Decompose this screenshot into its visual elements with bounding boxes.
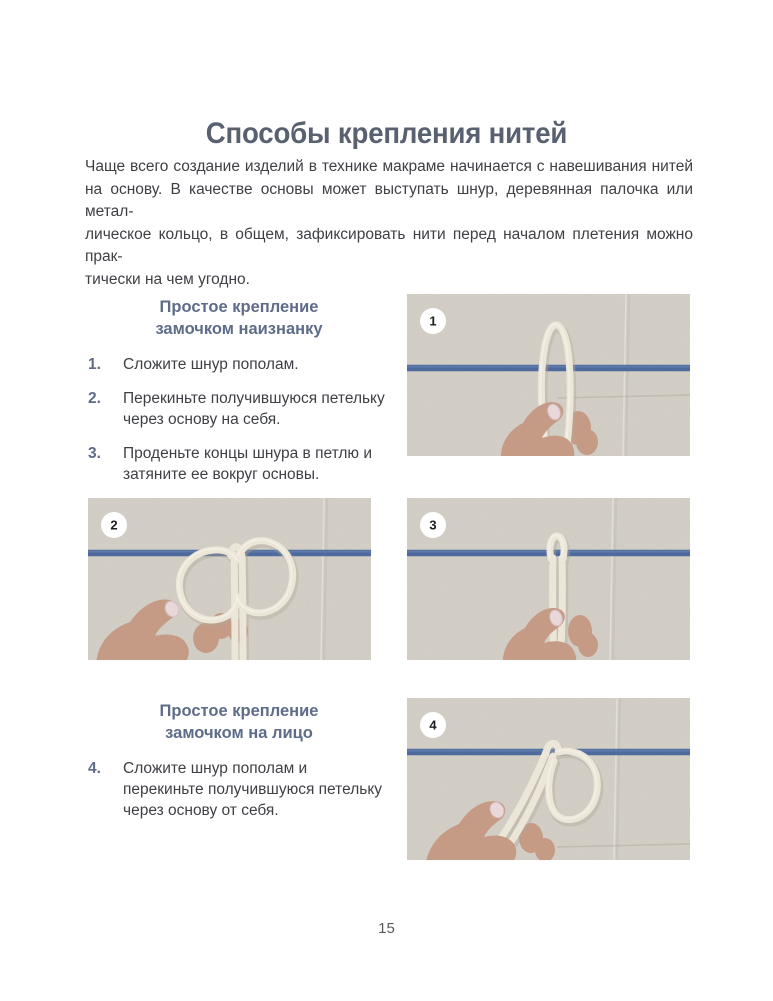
steps-list [88,758,390,821]
step-item [88,354,390,375]
section-lark-head-reverse [88,296,390,498]
page-title: Способы крепления нитей [205,117,568,151]
step-photo-1 [407,294,690,456]
figure-number-badge [420,712,446,738]
svg-text:4: 4 [429,717,437,733]
photo-illustration [407,698,690,860]
step-item [88,758,390,821]
svg-text:2: 2 [110,517,118,533]
section-heading: Простое крепление замочком наизнанку [155,298,323,338]
base-cord [407,367,690,369]
photo-illustration [407,294,690,456]
step-photo-2 [88,498,371,660]
section-lark-head-front [88,700,390,834]
intro-line: Чаще всего создание изделий в технике макраме начинается с навешивания нитей [85,158,693,175]
page-number: 15 [378,920,395,937]
step-number: 1. [88,356,101,373]
intro-line: тически на чем угодно. [85,270,250,288]
step-number: 2. [88,390,101,407]
intro-line: на основу. В качестве основы может выступать шнур, деревянная палочка или метал- [85,180,693,220]
photo-illustration [407,498,690,660]
steps-list [88,354,390,485]
step-text: Перекиньте получившуюся петельку через основу на себя. [123,390,385,428]
step-photo-4 [407,698,690,860]
step-number: 4. [88,760,101,777]
figure-number-badge [101,512,127,538]
step-item [88,443,390,485]
figure-number-badge [420,512,446,538]
photo-illustration [88,498,371,660]
intro-paragraph [85,156,693,291]
svg-text:3: 3 [429,517,437,533]
step-text: Проденьте концы шнура в петлю и затяните ее вокруг основы. [123,445,372,483]
figure-number-badge [420,308,446,334]
svg-text:1: 1 [429,313,437,329]
step-number: 3. [88,445,101,462]
step-text: Сложите шнур пополам и перекиньте получившуюся петельку через основу от себя. [123,760,383,819]
intro-line: лическое кольцо, в общем, зафиксировать нити перед началом плетения можно прак- [85,225,693,265]
step-photo-3 [407,498,690,660]
step-item [88,388,390,430]
step-text: Сложите шнур пополам. [123,356,299,373]
section-heading: Простое крепление замочком на лицо [159,702,319,742]
